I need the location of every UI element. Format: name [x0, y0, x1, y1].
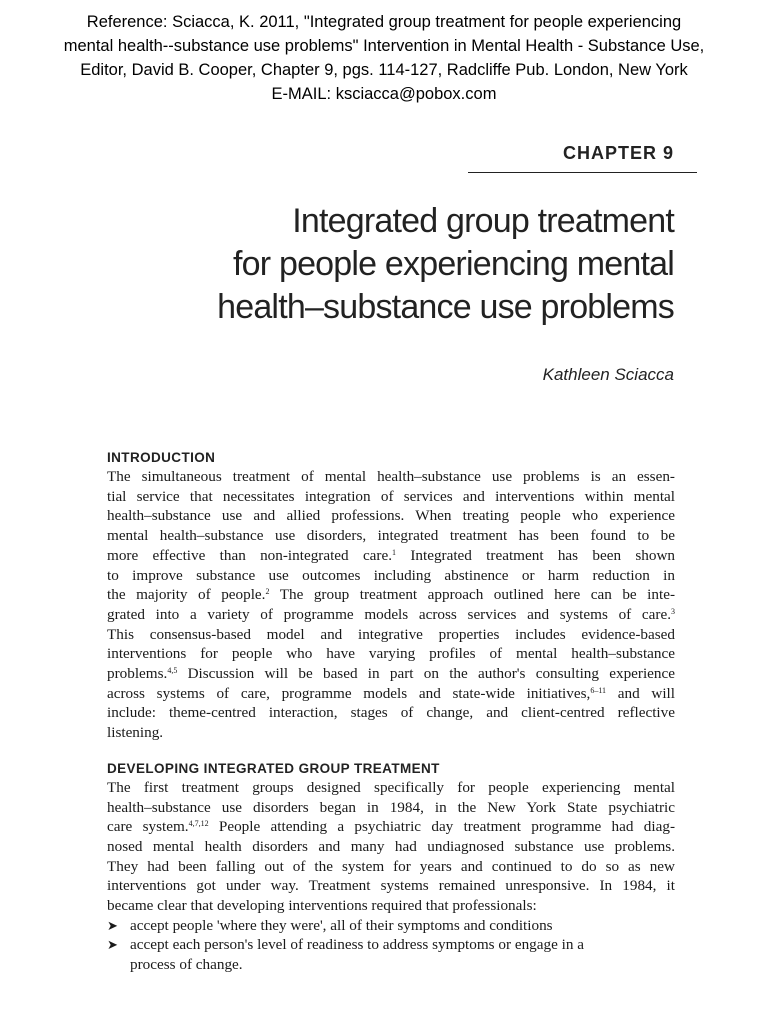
chapter-label: CHAPTER 9	[562, 143, 674, 163]
text-segment: more effective than non-integrated care.	[107, 546, 393, 564]
text-line: They had been falling out of the system for years and continued to do so as new	[107, 857, 675, 875]
text-segment: The group treatment approach outlined here can be inte-	[269, 586, 675, 604]
citation-superscript: 3	[671, 606, 675, 616]
text-line	[107, 664, 675, 684]
text-line: accept each person's level of readiness to address symptoms or engage in a	[130, 936, 584, 954]
text-segment: the majority of people.	[107, 586, 266, 604]
text-line: The first treatment groups designed specifically for people experiencing mental	[107, 778, 675, 796]
text-line: became clear that developing interventions required that professionals:	[107, 897, 537, 915]
arrow-bullet-icon: ➤	[107, 937, 118, 953]
text-line	[107, 585, 675, 605]
author-name: Kathleen Sciacca	[542, 365, 674, 384]
text-line: to improve substance use outcomes including abstinence or harm reduction in	[107, 566, 675, 584]
text-line	[107, 817, 675, 837]
developing-heading: DEVELOPING INTEGRATED GROUP TREATMENT	[107, 760, 440, 776]
text-segment: problems.	[107, 665, 168, 683]
citation-superscript: 2	[265, 587, 270, 597]
text-line	[107, 546, 675, 566]
text-line: interventions for people who have varying profiles of mental health–substance	[107, 645, 675, 663]
title-line-1: Integrated group treatment	[292, 202, 674, 240]
title-line-3: health–substance use problems	[217, 288, 674, 326]
text-line: health–substance use disorders began in 1984, in the New York State psychiatric	[107, 798, 675, 816]
reference-email-line: E-MAIL: ksciacca@pobox.com	[271, 85, 497, 103]
text-line: nosed mental health disorders and many had undiagnosed substance use problems.	[107, 837, 675, 855]
chapter-rule	[468, 172, 697, 173]
introduction-paragraph	[107, 467, 675, 743]
citation-superscript: 4,5	[167, 666, 178, 676]
developing-paragraph	[107, 778, 675, 916]
text-segment: Integrated treatment has been shown	[396, 546, 676, 564]
text-line	[107, 605, 675, 625]
title-line-2: for people experiencing mental	[233, 245, 674, 283]
text-line: process of change.	[130, 956, 243, 974]
requirements-list	[107, 916, 675, 975]
list-item	[107, 935, 675, 974]
text-segment: care system.	[107, 818, 189, 836]
text-segment: grated into a variety of programme models across services and systems of care.	[107, 605, 671, 623]
list-item	[107, 916, 675, 936]
text-line	[107, 684, 675, 704]
text-segment: Discussion will be based in part on the author's consulting experience	[177, 665, 675, 683]
text-segment: People attending a psychiatric day treatment programme had diag-	[208, 818, 675, 836]
text-line: This consensus-based model and integrative properties includes evidence-based	[107, 625, 675, 643]
reference-line-3: Editor, David B. Cooper, Chapter 9, pgs. 114-127, Radcliffe Pub. London, New York	[80, 61, 688, 79]
body-content	[107, 450, 675, 975]
chapter-title	[114, 200, 674, 329]
text-line: interventions got under way. Treatment systems remained unresponsive. In 1984, it	[107, 877, 675, 895]
reference-line-1: Reference: Sciacca, K. 2011, "Integrated group treatment for people experiencing	[86, 13, 682, 31]
text-line: mental health–substance use disorders, integrated treatment has been found to be	[107, 527, 675, 545]
text-line: health–substance use and allied professions. When treating people who experience	[107, 507, 675, 525]
reference-header	[0, 10, 768, 106]
text-line: The simultaneous treatment of mental health–substance use problems is an essen-	[107, 468, 675, 485]
text-segment: and will	[606, 684, 675, 702]
text-line: tial service that necessitates integration of services and interventions within mental	[107, 487, 675, 505]
text-segment: across systems of care, programme models and state-wide initiatives,	[107, 684, 591, 702]
text-line: include: theme-centred interaction, stages of change, and client-centred reflective	[107, 704, 675, 722]
introduction-heading: INTRODUCTION	[107, 450, 216, 465]
reference-line-2: mental health--substance use problems" Intervention in Mental Health - Substance Use,	[63, 37, 705, 55]
arrow-bullet-icon: ➤	[107, 917, 118, 933]
citation-superscript: 1	[392, 547, 397, 557]
citation-superscript: 6–11	[590, 685, 607, 695]
text-line: accept people 'where they were', all of their symptoms and conditions	[130, 916, 553, 934]
citation-superscript: 4,7,12	[188, 819, 209, 829]
text-line: listening.	[107, 724, 164, 742]
